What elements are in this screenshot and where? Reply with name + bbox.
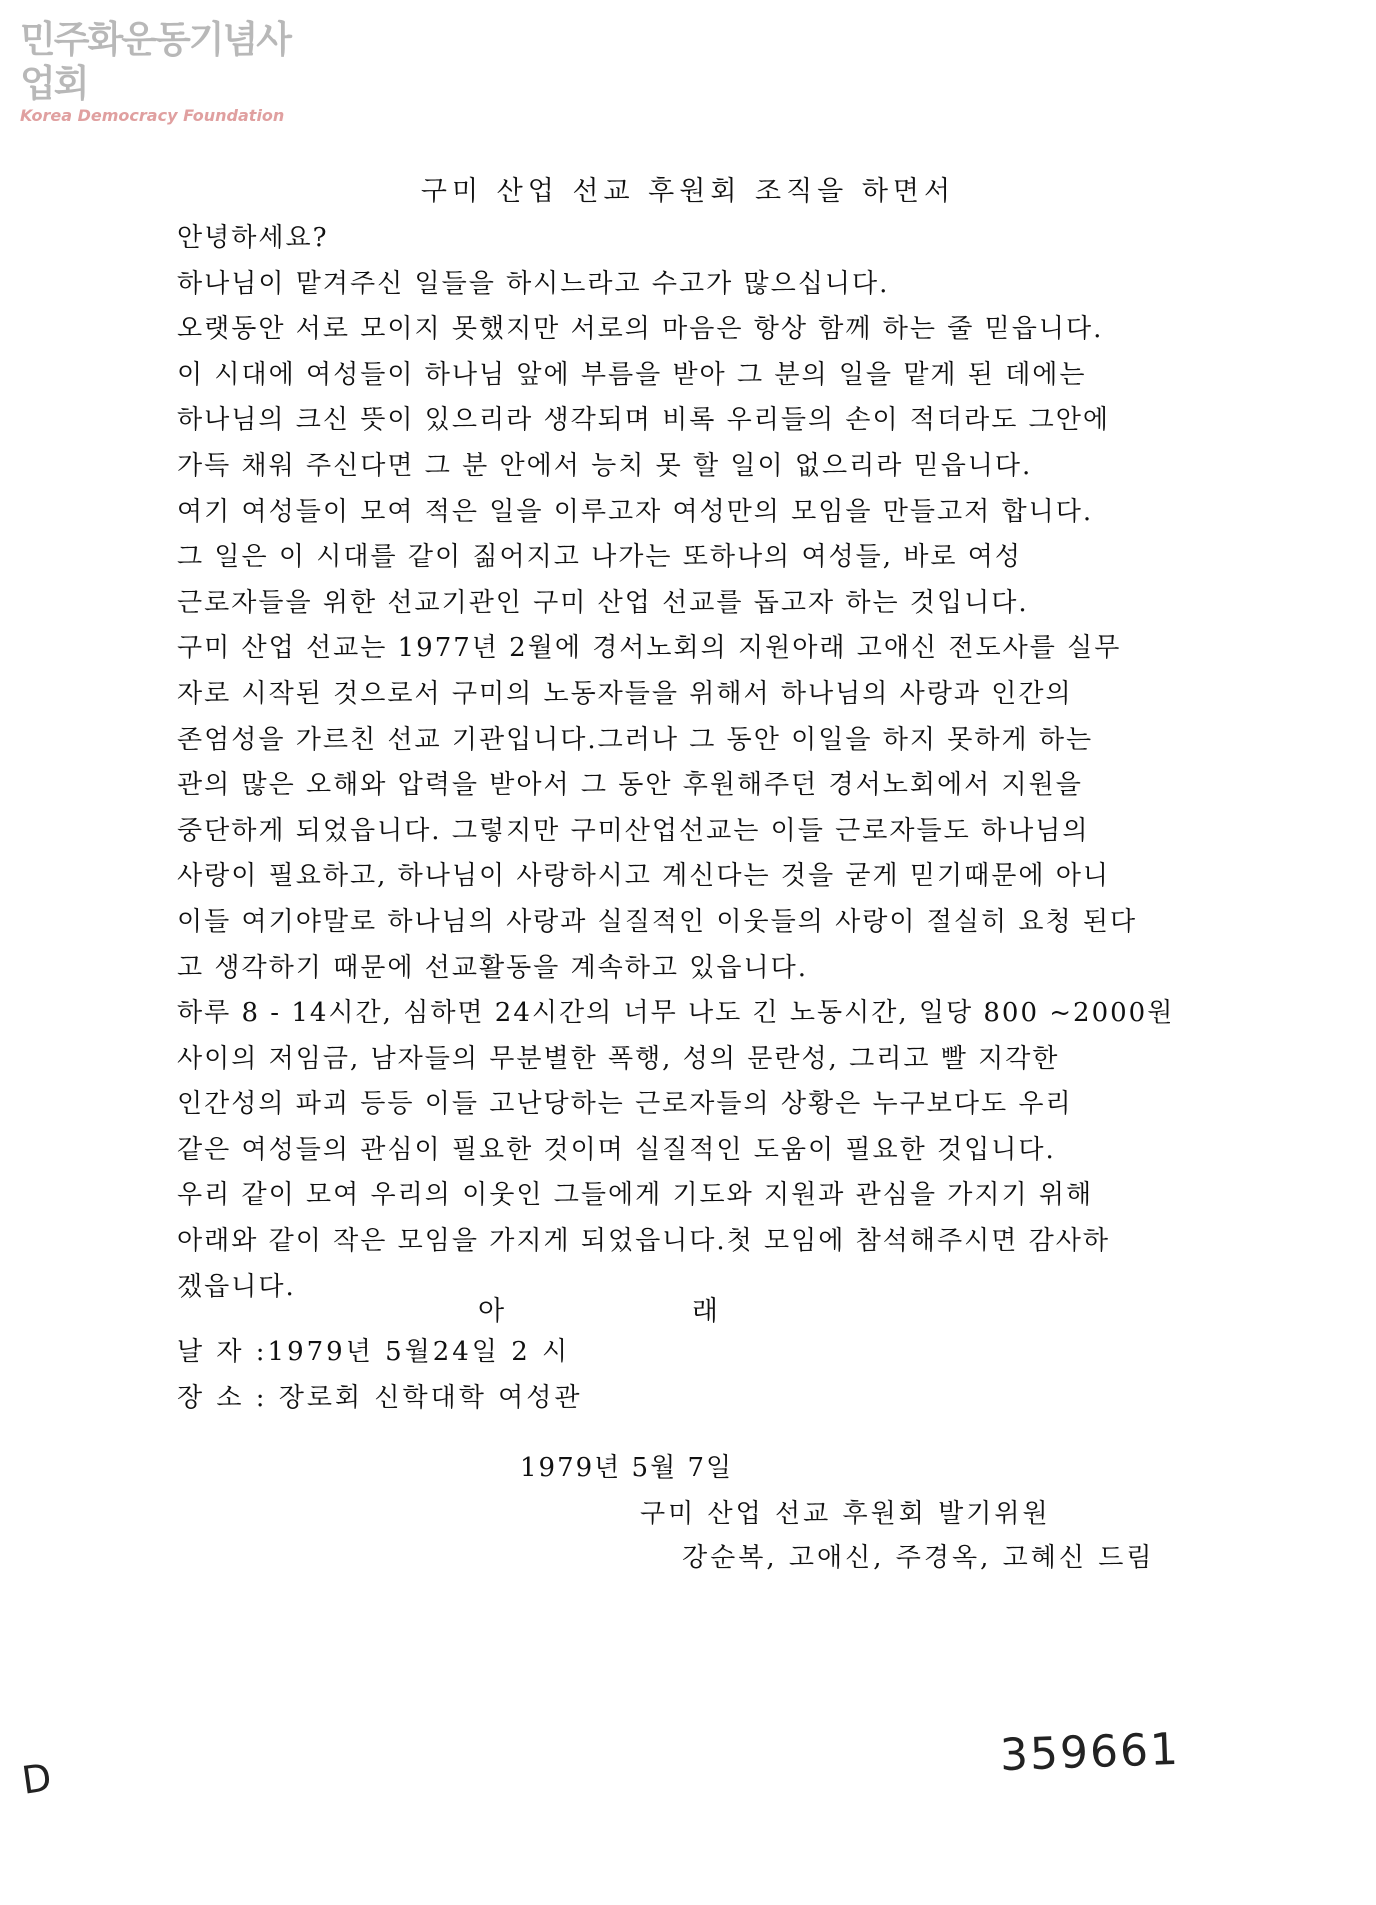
body-line: 이 시대에 여성들이 하나님 앞에 부름을 받아 그 분의 일을 맡게 된 데에는 bbox=[177, 359, 1087, 390]
body-line: 하루 8 - 14시간, 심하면 24시간의 너무 나도 긴 노동시간, 일당 800 ~2000원 bbox=[177, 998, 1175, 1029]
body-line: 구미 산업 선교는 1977년 2월에 경서노회의 지원아래 고애신 전도사를 실무 bbox=[177, 633, 1122, 664]
body-line: 근로자들을 위한 선교기관인 구미 산업 선교를 돕고자 하는 것입니다. bbox=[177, 587, 1029, 618]
body-line: 중단하게 되었읍니다. 그렇지만 구미산업선교는 이들 근로자들도 하나님의 bbox=[177, 815, 1090, 846]
watermark-korean-name: 민주화운동기념사업회 bbox=[20, 18, 290, 105]
memo-heading bbox=[478, 1292, 718, 1332]
body-line: 사랑이 필요하고, 하나님이 사랑하시고 계신다는 것을 굳게 믿기때문에 아니 bbox=[177, 861, 1110, 892]
body-line: 자로 시작된 것으로서 구미의 노동자들을 위해서 하나님의 사랑과 인간의 bbox=[177, 678, 1073, 709]
body-line: 그 일은 이 시대를 같이 짊어지고 나가는 또하나의 여성들, 바로 여성 bbox=[177, 542, 1023, 573]
body-line: 같은 여성들의 관심이 필요한 것이며 실질적인 도움이 필요한 것입니다. bbox=[177, 1134, 1056, 1165]
signers-line: 강순복, 고애신, 주경옥, 고혜신 드림 bbox=[682, 1543, 1155, 1573]
document-title: 구미 산업 선교 후원회 조직을 하면서 bbox=[420, 176, 956, 207]
foundation-watermark bbox=[20, 18, 310, 126]
body-line: 오랫동안 서로 모이지 못했지만 서로의 마음은 항상 함께 하는 줄 믿읍니다. bbox=[177, 314, 1104, 345]
meeting-date: 날 자 :1979년 5월24일 2 시 bbox=[177, 1337, 571, 1367]
letter-date: 1979년 5월 7일 bbox=[520, 1453, 734, 1483]
body-line: 고 생각하기 때문에 선교활동을 계속하고 있읍니다. bbox=[177, 952, 809, 983]
body-line: 우리 같이 모여 우리의 이웃인 그들에게 기도와 지원과 관심을 가지기 위해 bbox=[177, 1180, 1094, 1211]
body-line: 인간성의 파괴 등등 이들 고난당하는 근로자들의 상황은 누구보다도 우리 bbox=[177, 1089, 1073, 1120]
meeting-details bbox=[177, 1330, 582, 1421]
body-line: 안녕하세요? bbox=[177, 223, 329, 253]
body-line: 여기 여성들이 모여 적은 일을 이루고자 여성만의 모임을 만들고저 합니다. bbox=[177, 496, 1094, 527]
body-line: 아래와 같이 작은 모임을 가지게 되었읍니다.첫 모임에 참석해주시면 감사하 bbox=[177, 1226, 1110, 1257]
body-line: 관의 많은 오해와 압력을 받아서 그 동안 후원해주던 경서노회에서 지원을 bbox=[177, 770, 1083, 801]
meeting-place: 장 소 : 장로회 신학대학 여성관 bbox=[177, 1382, 583, 1413]
memo-heading-char: 아 bbox=[478, 1296, 505, 1327]
memo-heading-char: 래 bbox=[691, 1296, 718, 1327]
handwritten-document-number: 359661 bbox=[999, 1723, 1181, 1782]
body-line: 가득 채워 주신다면 그 분 안에서 능치 못 할 일이 없으리라 믿읍니다. bbox=[177, 450, 1033, 481]
body-line: 겠읍니다. bbox=[177, 1271, 296, 1302]
watermark-english-name: Korea Democracy Foundation bbox=[20, 106, 285, 125]
body-line: 사이의 저임금, 남자들의 무분별한 폭행, 성의 문란성, 그리고 빨 지각한 bbox=[177, 1043, 1060, 1074]
body-line: 하나님의 크신 뜻이 있으리라 생각되며 비록 우리들의 손이 적더라도 그안에 bbox=[177, 405, 1110, 436]
handwritten-margin-mark: D bbox=[19, 1755, 55, 1803]
organizing-committee: 구미 산업 선교 후원회 발기위원 bbox=[640, 1499, 1051, 1529]
body-line: 존엄성을 가르친 선교 기관입니다.그러나 그 동안 이일을 하지 못하게 하는 bbox=[177, 724, 1094, 755]
letter-body bbox=[177, 216, 1267, 1310]
body-line: 이들 여기야말로 하나님의 사랑과 실질적인 이웃들의 사랑이 절실히 요청 된다 bbox=[177, 906, 1138, 937]
body-line: 하나님이 맡겨주신 일들을 하시느라고 수고가 많으십니다. bbox=[177, 268, 890, 299]
